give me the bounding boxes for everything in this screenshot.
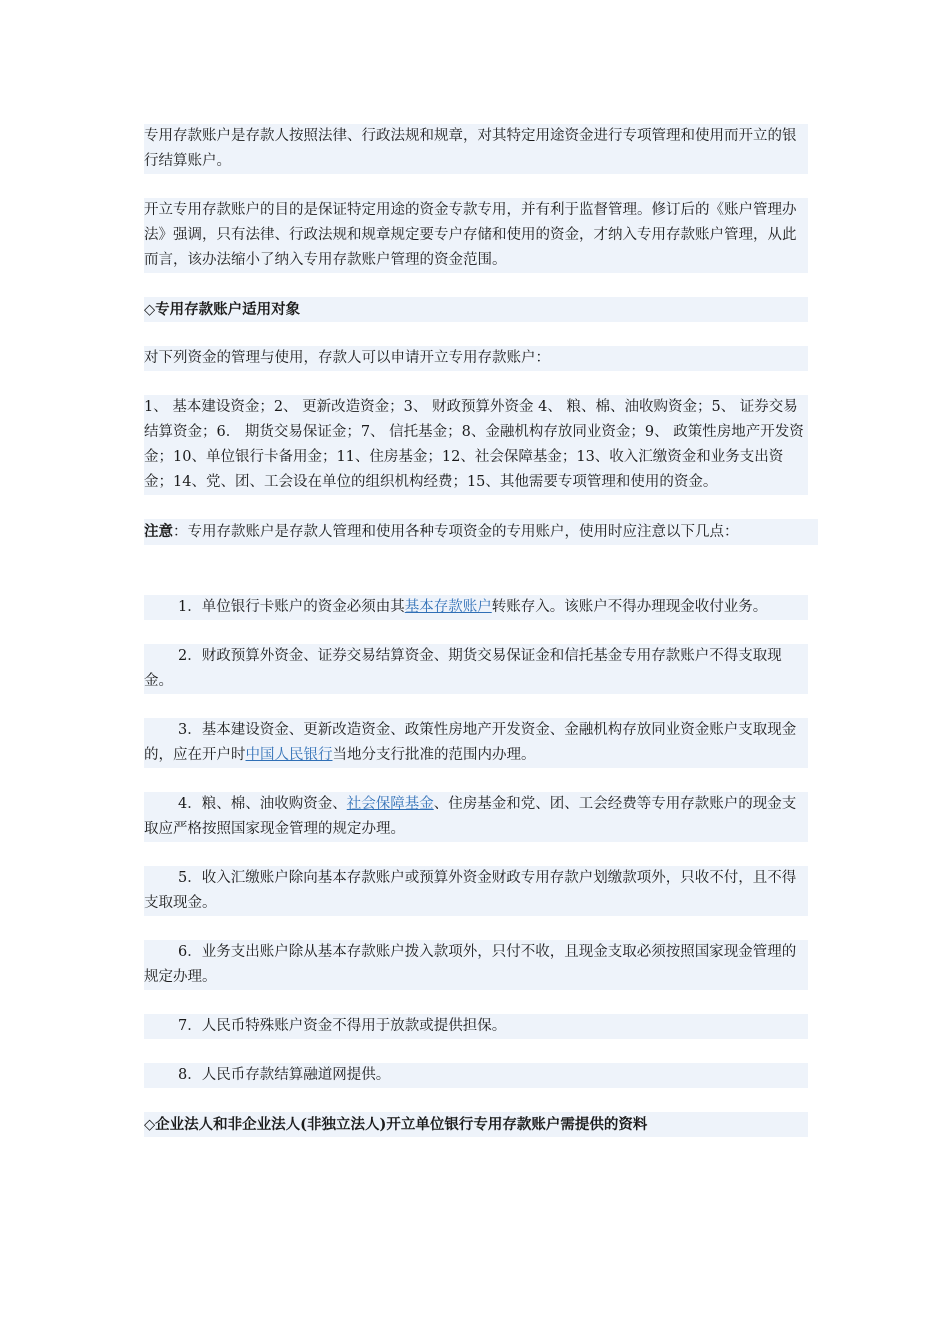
section-lead: 对下列资金的管理与使用，存款人可以申请开立专用存款账户： <box>144 346 808 371</box>
list-item <box>144 718 808 768</box>
item-text: 8．人民币存款结算融道网提供。 <box>178 1067 391 1083</box>
item-text: 当地分支行批准的范围内办理。 <box>332 747 536 763</box>
list-item <box>144 940 808 990</box>
item-text: 4．粮、棉、油收购资金、 <box>178 796 347 812</box>
section-heading-applicable-objects: ◇专用存款账户适用对象 <box>144 297 808 322</box>
item-text: 转账存入。该账户不得办理现金收付业务。 <box>491 599 768 615</box>
link-basic-deposit-account[interactable]: 基本存款账户 <box>404 599 492 615</box>
intro-paragraph-1: 专用存款账户是存款人按照法律、行政法规和规章，对其特定用途资金进行专项管理和使用而开立的银行结算账户。 <box>144 124 808 174</box>
item-text: 5．收入汇缴账户除向基本存款账户或预算外资金财政专用存款户划缴款项外，只收不付，且不得支取现金。 <box>144 870 797 911</box>
list-item <box>144 866 808 916</box>
funds-list: 1、 基本建设资金；2、 更新改造资金；3、 财政预算外资金 4、 粮、棉、油收购资金；5、 证券交易结算资金；6． 期货交易保证金；7、 信托基金；8、金融机构存放同业资金；9、 政策性房地产开发资金；10、单位银行卡备用金；11、住房基金；12、社会保障基金；13、收入汇缴资金和业务支出资金；14、党、团、工会设在单位的组织机构经费；15、其他需要专项管理和使用的资金。 <box>144 395 808 495</box>
list-item <box>144 595 808 620</box>
note-paragraph <box>144 519 818 545</box>
list-item <box>144 792 808 842</box>
item-text: 2．财政预算外资金、证券交易结算资金、期货交易保证金和信托基金专用存款账户不得支取现金。 <box>144 648 782 689</box>
item-text: 、住房基金和党、团、工会经费等专用存款账户的现金支取应严格按照国家现金管理的规定办理。 <box>144 796 797 837</box>
list-item <box>144 644 808 694</box>
item-text: 1．单位银行卡账户的资金必须由其 <box>178 599 405 615</box>
list-item <box>144 1014 808 1039</box>
link-social-security-fund[interactable]: 社会保障基金 <box>346 796 434 812</box>
note-label: 注意 <box>144 523 173 540</box>
item-text: 3．基本建设资金、更新改造资金、政策性房地产开发资金、金融机构存放同业资金账户支取现金的，应在开户时 <box>144 722 797 763</box>
item-text: 7．人民币特殊账户资金不得用于放款或提供担保。 <box>178 1018 507 1034</box>
item-text: 6．业务支出账户除从基本存款账户拨入款项外，只付不收，且现金支取必须按照国家现金管理的规定办理。 <box>144 944 797 985</box>
section-heading-required-documents: ◇企业法人和非企业法人(非独立法人)开立单位银行专用存款账户需提供的资料 <box>144 1112 808 1137</box>
note-text: ：专用存款账户是存款人管理和使用各种专项资金的专用账户，使用时应注意以下几点： <box>173 524 739 540</box>
list-item <box>144 1063 808 1088</box>
document-body <box>144 124 808 1137</box>
intro-paragraph-2: 开立专用存款账户的目的是保证特定用途的资金专款专用，并有利于监督管理。修订后的《账户管理办法》强调，只有法律、行政法规和规章规定要专户存储和使用的资金，才纳入专用存款账户管理，从此而言，该办法缩小了纳入专用存款账户管理的资金范围。 <box>144 198 808 273</box>
link-peoples-bank-of-china[interactable]: 中国人民银行 <box>245 747 333 763</box>
